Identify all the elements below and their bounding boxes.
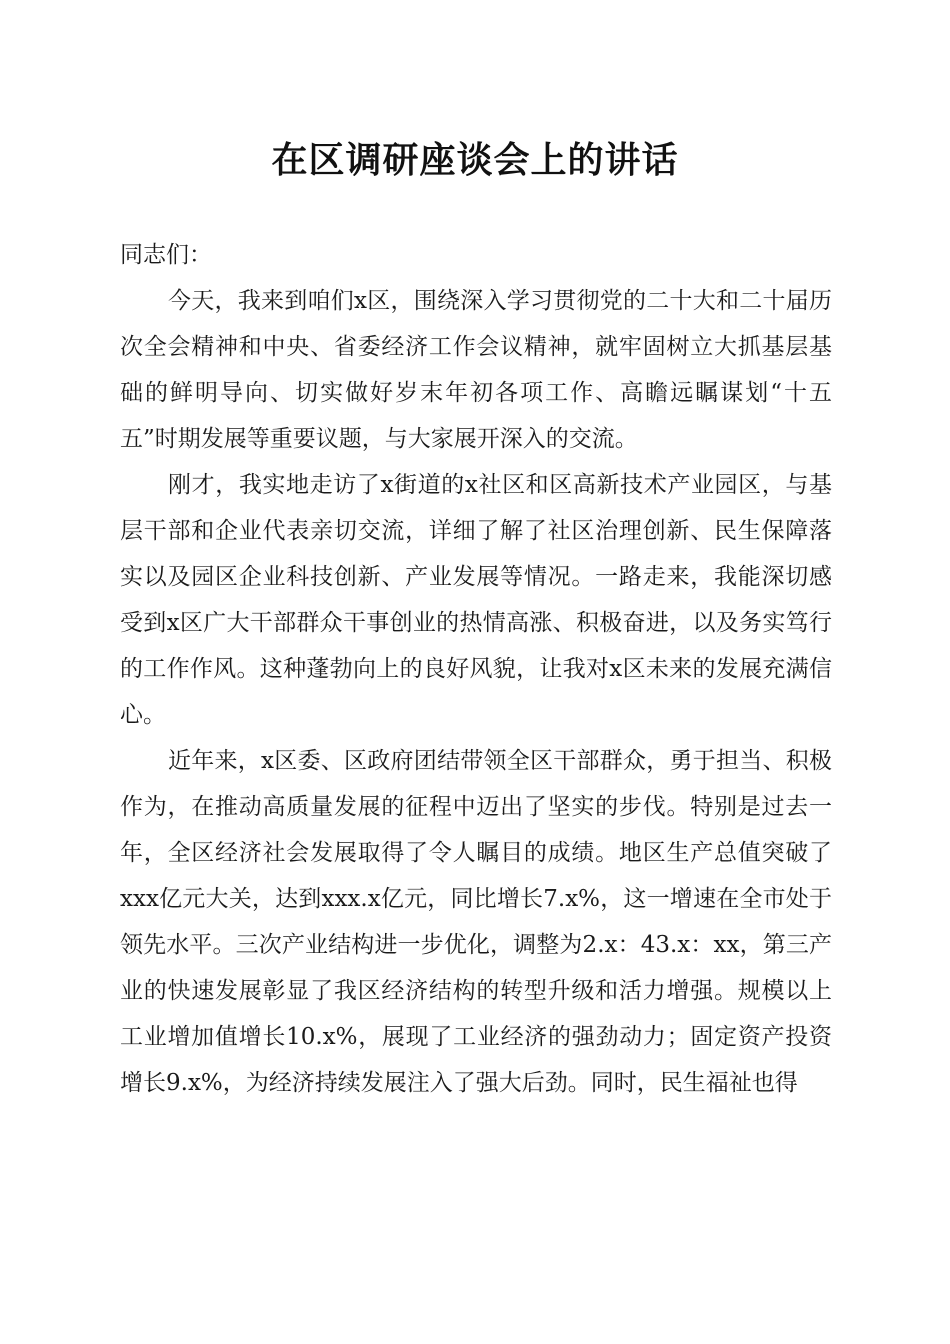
paragraph-1: 今天，我来到咱们x区，围绕深入学习贯彻党的二十大和二十届历次全会精神和中央、省委经济工作会议精神，就牢固树立大抓基层基础的鲜明导向、切实做好岁末年初各项工作、高瞻远瞩谋划“十五五”时期发展等重要议题，与大家展开深入的交流。 [120, 288, 832, 452]
salutation: 同志们： [120, 242, 212, 268]
paragraph-3: 近年来，x区委、区政府团结带领全区干部群众，勇于担当、积极作为，在推动高质量发展的征程中迈出了坚实的步伐。特别是过去一年，全区经济社会发展取得了令人瞩目的成绩。地区生产总值突破了xxx亿元大关，达到xxx.x亿元，同比增长7.x%，这一增速在全市处于领先水平。三次产业结构进一步优化，调整为2.x：43.x：xx，第三产业的快速发展彰显了我区经济结构的转型升级和活力增强。规模以上工业增加值增长10.x%，展现了工业经济的强劲动力；固定资产投资增长9.x%，为经济持续发展注入了强大后劲。同时，民生福祉也得 [120, 748, 832, 1096]
document-title: 在区调研座谈会上的讲话 [271, 139, 679, 181]
paragraph-2: 刚才，我实地走访了x街道的x社区和区高新技术产业园区，与基层干部和企业代表亲切交流，详细了解了社区治理创新、民生保障落实以及园区企业科技创新、产业发展等情况。一路走来，我能深切感受到x区广大干部群众干事创业的热情高涨、积极奋进，以及务实笃行的工作作风。这种蓬勃向上的良好风貌，让我对x区未来的发展充满信心。 [120, 472, 832, 728]
document-body [120, 232, 832, 1106]
